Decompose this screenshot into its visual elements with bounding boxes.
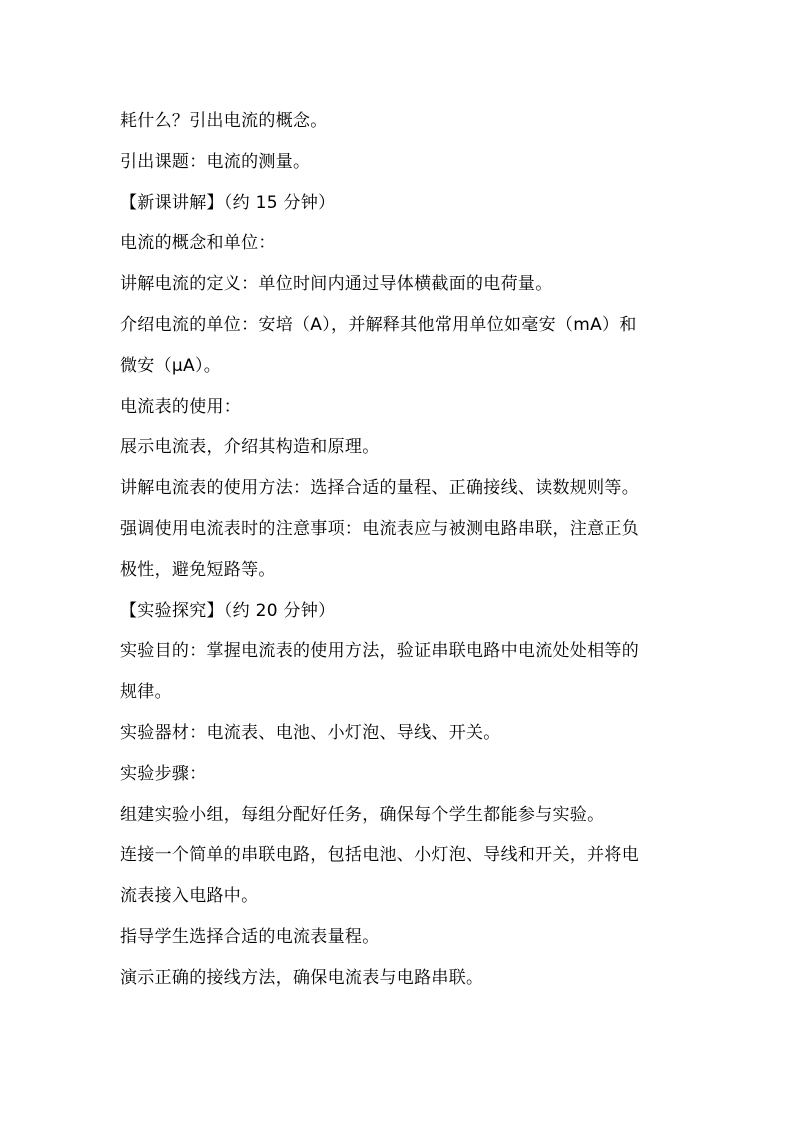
section-heading-new-lesson: 【新课讲解】（约 15 分钟） (120, 192, 336, 213)
text-line-step-groups: 组建实验小组，每组分配好任务，确保每个学生都能参与实验。 (120, 804, 605, 825)
text-line-experiment-materials: 实验器材：电流表、电池、小灯泡、导线、开关。 (120, 722, 501, 743)
text-line-intro-question: 耗什么？引出电流的概念。 (120, 111, 328, 131)
subheading-experiment-steps: 实验步骤： (120, 763, 207, 784)
text-line-current-definition: 讲解电流的定义：单位时间内通过导体横截面的电荷量。 (120, 274, 553, 295)
text-line-step-circuit: 连接一个简单的串联电路，包括电池、小灯泡、导线和开关，并将电 (120, 845, 639, 866)
subheading-current-concept: 电流的概念和单位： (120, 233, 276, 254)
text-line-ammeter-method: 讲解电流表的使用方法：选择合适的量程、正确接线、读数规则等。 (120, 478, 639, 499)
text-line-experiment-goal: 实验目的：掌握电流表的使用方法，验证串联电路中电流处处相等的 (120, 641, 639, 662)
text-line-ammeter-show: 展示电流表，介绍其构造和原理。 (120, 437, 380, 458)
subheading-ammeter-usage: 电流表的使用： (120, 396, 242, 417)
text-line-step-range: 指导学生选择合适的电流表量程。 (120, 926, 380, 947)
text-line-current-units: 介绍电流的单位：安培（A），并解释其他常用单位如毫安（mA）和 (120, 314, 637, 335)
document-body (120, 101, 682, 999)
section-heading-experiment: 【实验探究】（约 20 分钟） (120, 600, 336, 621)
text-line-step-circuit-cont: 流表接入电路中。 (120, 886, 259, 907)
text-line-ammeter-cautions-cont: 极性，避免短路等。 (120, 559, 276, 580)
text-line-ammeter-cautions: 强调使用电流表时的注意事项：电流表应与被测电路串联，注意正负 (120, 518, 639, 539)
text-line-lesson-topic: 引出课题：电流的测量。 (120, 151, 311, 172)
text-line-current-units-cont: 微安（μA）。 (120, 355, 222, 376)
text-line-experiment-goal-cont: 规律。 (120, 682, 172, 703)
text-line-step-wiring: 演示正确的接线方法，确保电流表与电路串联。 (120, 967, 484, 988)
